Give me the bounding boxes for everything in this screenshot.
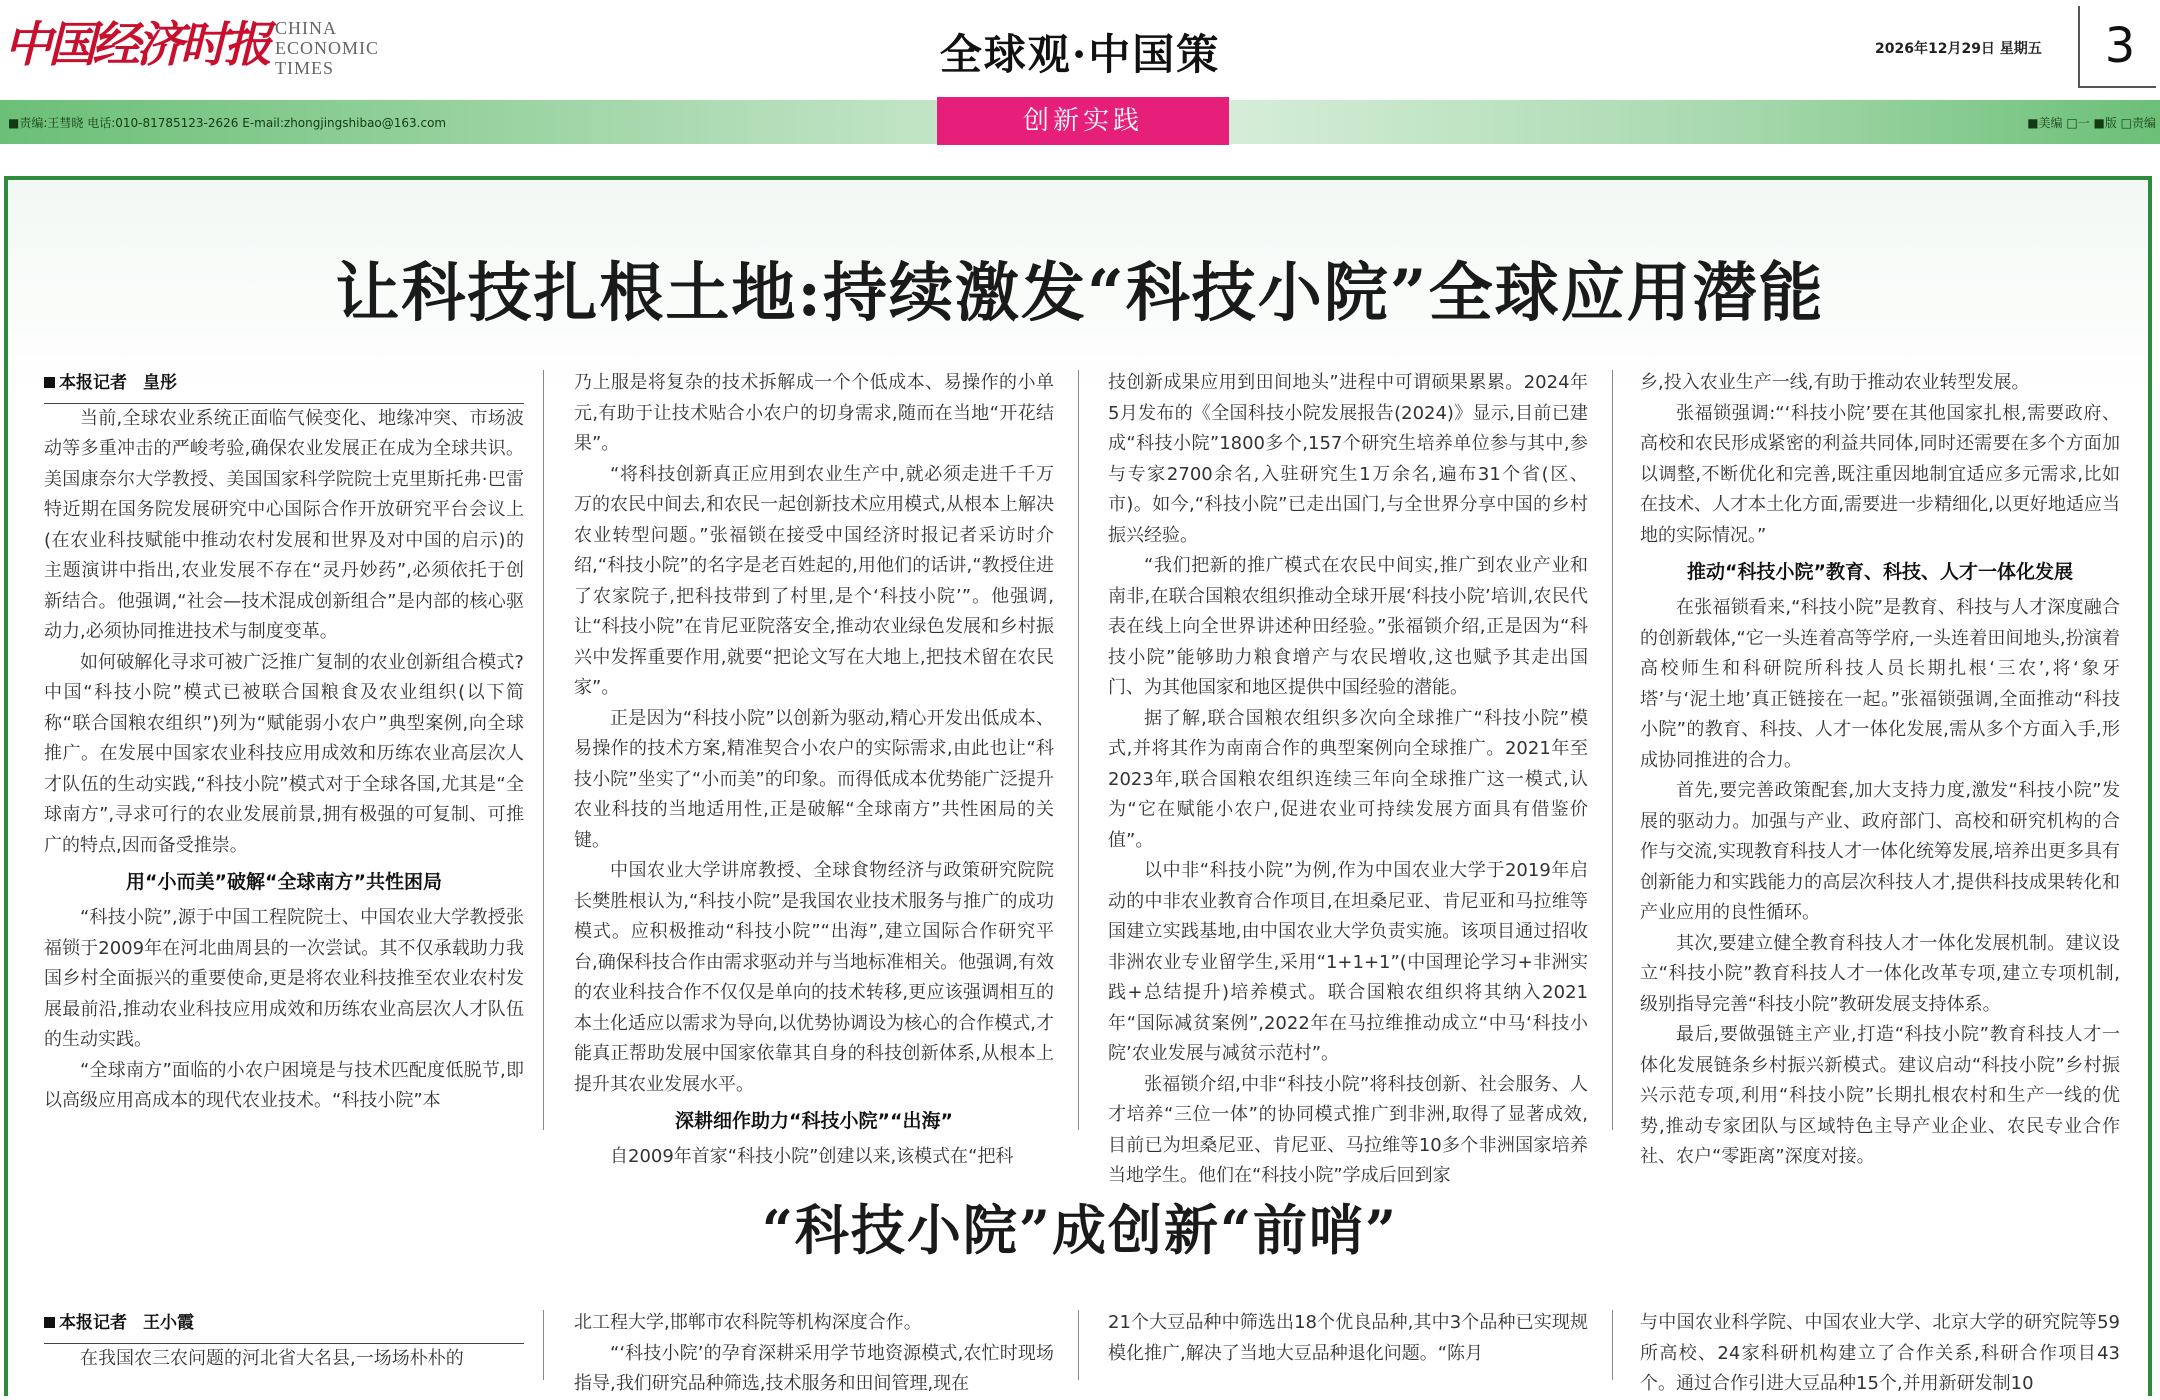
paragraph: 以中非“科技小院”为例,作为中国农业大学于2019年启动的中非农业教育合作项目,在坦桑尼亚、肯尼亚和马拉维等国建立实践基地,由中国农业大学负责实施。该项目通过招收非洲农业专业留学生,采用“1+1+1”(中国理论学习+非洲实践+总结提升)培养模式。联合国粮农组织将其纳入2021年“国际减贫案例”,2022年在马拉维推动成立“中马‘科技小院’农业发展与减贫示范村”。 <box>1108 860 1588 1064</box>
second-article-column-1 <box>44 1308 524 1380</box>
paragraph: 最后,要做强链主产业,打造“科技小院”教育科技人才一体化发展链条乡村振兴新模式。建议启动“科技小院”乡村振兴示范专项,利用“科技小院”长期扎根农村和生产一线的优势,推动专家团队与区域特色主导产业企业、农民专业合作社、农户“零距离”深度对接。 <box>1640 1024 2120 1167</box>
column-divider <box>543 370 544 1130</box>
second-article-column-4 <box>1640 1308 2120 1394</box>
paragraph: “科技小院”,源于中国工程院院士、中国农业大学教授张福锁于2009年在河北曲周县的一次尝试。其不仅承载助力我国乡村全面振兴的重要使命,更是将农业科技推至农业农村发展最前沿,推动农业科技应用成效和历练农业高层次人才队伍的生动实践。 <box>44 907 524 1050</box>
column-divider <box>1612 1310 1613 1380</box>
article-column-2 <box>574 368 1054 1167</box>
column-divider <box>1078 370 1079 1130</box>
byline-label: 本报记者 <box>59 1313 127 1333</box>
issue-date: 2026年12月29日 星期五 <box>1875 41 2042 57</box>
paragraph: 在我国农三农问题的河北省大名县,一场场朴朴的 <box>80 1347 464 1369</box>
paragraph: 中国农业大学讲席教授、全球食物经济与政策研究院院长樊胜根认为,“科技小院”是我国农业技术服务与推广的成功模式。应积极推动“科技小院”“出海”,建立国际合作研究平台,确保科技合作由需求驱动并与当地标准相关。他强调,有效的农业科技合作不仅仅是单向的技术转移,更应该强调相互的本土化适应以需求为导向,以优势协调设为核心的合作模式,才能真正帮助发展中国家依靠其自身的科技创新体系,从根本上提升其农业发展水平。 <box>574 860 1054 1095</box>
logo-en-line: ECONOMIC <box>275 38 380 58</box>
column-divider <box>543 1310 544 1380</box>
paragraph: 与中国农业科学院、中国农业大学、北京大学的研究院等59所高校、24家科研机构建立了合作关系,科研合作项目43个。通过合作引进大豆品种15个,并用新研发制10 <box>1640 1312 2120 1394</box>
page-number: 3 <box>2104 18 2136 74</box>
second-article-headline: “科技小院”成创新“前哨” <box>761 1198 1399 1262</box>
subheading: 深耕细作助力“科技小院”“出海” <box>675 1110 953 1132</box>
paragraph: 如何破解化寻求可被广泛推广复制的农业创新组合模式?中国“科技小院”模式已被联合国粮食及农业组织(以下简称“联合国粮农组织”)列为“赋能弱小农户”典型案例,向全球推广。在发展中国家农业科技应用成效和历练农业高层次人才队伍的生动实践,“科技小院”模式对于全球各国,尤其是“全球南方”,寻求可行的农业发展前景,拥有极强的可复制、可推广的特点,因而备受推崇。 <box>44 651 524 856</box>
paragraph: 21个大豆品种中筛选出18个优良品种,其中3个品种已实现规模化推广,解决了当地大豆品种退化问题。“陈月 <box>1108 1312 1588 1364</box>
paragraph: “‘科技小院’的孕育深耕采用学节地资源模式,农忙时现场指导,我们研究品种筛选,技术服务和田间管理,现在 <box>574 1342 1054 1394</box>
editor-credits: ■美编 □一 ■版 □责编 <box>2027 116 2156 130</box>
second-article-column-3 <box>1108 1308 1588 1380</box>
column-badge: 创新实践 <box>937 97 1229 145</box>
newspaper-logo-english <box>275 18 405 78</box>
byline-square-icon <box>44 1317 55 1328</box>
paragraph: 据了解,联合国粮农组织多次向全球推广“科技小院”模式,并将其作为南南合作的典型案例向全球推广。2021年至2023年,联合国粮农组织连续三年向全球推广这一模式,认为“它在赋能小农户,促进农业可持续发展方面具有借鉴价值”。 <box>1108 707 1588 851</box>
article-column-3 <box>1108 368 1588 1186</box>
editor-contact: ■责编:王彗晓 电话:010-81785123-2626 E-mail:zhongjingshibao@163.com <box>8 116 447 130</box>
paragraph: 自2009年首家“科技小院”创建以来,该模式在“把科 <box>610 1146 1014 1167</box>
paragraph: 乃上服是将复杂的技术拆解成一个个低成本、易操作的小单元,有助于让技术贴合小农户的切身需求,随而在当地“开花结果”。 <box>574 372 1054 454</box>
article-column-4 <box>1640 368 2120 1167</box>
logo-en-line: TIMES <box>275 58 334 78</box>
column-divider <box>1612 370 1613 1130</box>
byline-name: 王小霞 <box>143 1313 194 1333</box>
paragraph: 张福锁强调:“‘科技小院’要在其他国家扎根,需要政府、高校和农民形成紧密的利益共同体,同时还需要在多个方面加以调整,不断优化和完善,既注重因地制宜适应多元需求,比如在技术、人才本土化方面,需要进一步精细化,以更好地适应当地的实际情况。” <box>1640 402 2120 546</box>
paragraph: “我们把新的推广模式在农民中间实,推广到农业产业和南非,在联合国粮农组织推动全球开展‘科技小院’培训,农民代表在线上向全世界讲述种田经验。”张福锁介绍,正是因为“科技小院”能够助力粮食增产与农民增收,这也赋予其走出国门、为其他国家和地区提供中国经验的潜能。 <box>1108 555 1588 698</box>
paragraph: “将科技创新真正应用到农业生产中,就必须走进千千万万的农民中间去,和农民一起创新技术应用模式,从根本上解决农业转型问题。”张福锁在接受中国经济时报记者采访时介绍,“科技小院”的名字是老百姓起的,用他们的话讲,“教授住进了农家院子,把科技带到了村里,是个‘科技小院’”。他强调,让“科技小院”在肯尼亚院落安全,推动农业绿色发展和乡村振兴中发挥重要作用,就要“把论文写在大地上,把技术留在农民家”。 <box>574 463 1054 698</box>
paragraph: “全球南方”面临的小农户困境是与技术匹配度低脱节,即以高级应用高成本的现代农业技术。“科技小院”本 <box>44 1059 524 1111</box>
subheading: 推动“科技小院”教育、科技、人才一体化发展 <box>1687 561 2073 583</box>
logo-en-line: CHINA <box>275 18 337 38</box>
paragraph: 其次,要建立健全教育科技人才一体化发展机制。建议设立“科技小院”教育科技人才一体化改革专项,建立专项机制,级别指导完善“科技小院”教研发展支持体系。 <box>1640 932 2120 1015</box>
byline-square-icon <box>44 377 55 388</box>
byline-label: 本报记者 <box>59 373 127 393</box>
paragraph: 当前,全球农业系统正面临气候变化、地缘冲突、市场波动等多重冲击的严峻考验,确保农业发展正在成为全球共识。美国康奈尔大学教授、美国国家科学院院士克里斯托弗·巴雷特近期在国务院发展研究中心国际合作开放研究平台会议上(在农业科技赋能中推动农村发展和世界及对中国的启示)的主题演讲中指出,农业发展不存在“灵丹妙药”,必须依托于创新结合。他强调,“社会—技术混成创新组合”是内部的核心驱动力,必须协同推进技术与制度变革。 <box>44 407 524 642</box>
article-headline: 让科技扎根土地:持续激发“科技小院”全球应用潜能 <box>335 256 1825 331</box>
byline-name: 皇彤 <box>143 373 177 393</box>
paragraph: 技创新成果应用到田间地头”进程中可谓硕果累累。2024年5月发布的《全国科技小院发展报告(2024)》显示,目前已建成“科技小院”1800多个,157个研究生培养单位参与其中,参与专家2700余名,入驻研究生1万余名,遍布31个省(区、市)。如今,“科技小院”已走出国门,与全世界分享中国的乡村振兴经验。 <box>1108 372 1588 546</box>
newspaper-logo: 中国经济时报 <box>4 17 269 73</box>
paragraph: 乡,投入农业生产一线,有助于推动农业转型发展。 <box>1640 372 2030 393</box>
masthead <box>0 0 2160 100</box>
paragraph: 在张福锁看来,“科技小院”是教育、科技与人才深度融合的创新载体,“它一头连着高等学府,一头连着田间地头,扮演着高校师生和科研院所科技人员长期扎根‘三农’,将‘象牙塔’与‘泥土地’真正链接在一起。”张福锁强调,全面推动“科技小院”的教育、科技、人才一体化发展,需从多个方面入手,形成协同推进的合力。 <box>1640 597 2120 771</box>
paragraph: 首先,要完善政策配套,加大支持力度,激发“科技小院”发展的驱动力。加强与产业、政府部门、高校和研究机构的合作与交流,实现教育科技人才一体化统筹发展,培养出更多具有创新能力和实践能力的高层次科技人才,提供科技成果转化和产业应用的良性循环。 <box>1640 780 2120 923</box>
byline <box>44 368 524 404</box>
second-article-column-2 <box>574 1308 1054 1394</box>
paragraph: 北工程大学,邯郸市农科院等机构深度合作。 <box>574 1312 922 1333</box>
paragraph: 张福锁介绍,中非“科技小院”将科技创新、社会服务、人才培养“三位一体”的协同模式推广到非洲,取得了显著成效,目前已为坦桑尼亚、肯尼亚、马拉维等10多个非洲国家培养当地学生。他们在“科技小院”学成后回到家 <box>1108 1073 1588 1186</box>
section-title: 全球观·中国策 <box>939 30 1221 79</box>
paragraph: 正是因为“科技小院”以创新为驱动,精心开发出低成本、易操作的技术方案,精准契合小农户的实际需求,由此也让“科技小院”坐实了“小而美”的印象。而得低成本优势能广泛提升农业科技的当地适用性,正是破解“全球南方”共性困局的关键。 <box>574 707 1054 851</box>
column-divider <box>1078 1310 1079 1380</box>
byline <box>44 1308 524 1344</box>
article-column-1 <box>44 368 524 1132</box>
subheading: 用“小而美”破解“全球南方”共性困局 <box>126 871 442 893</box>
